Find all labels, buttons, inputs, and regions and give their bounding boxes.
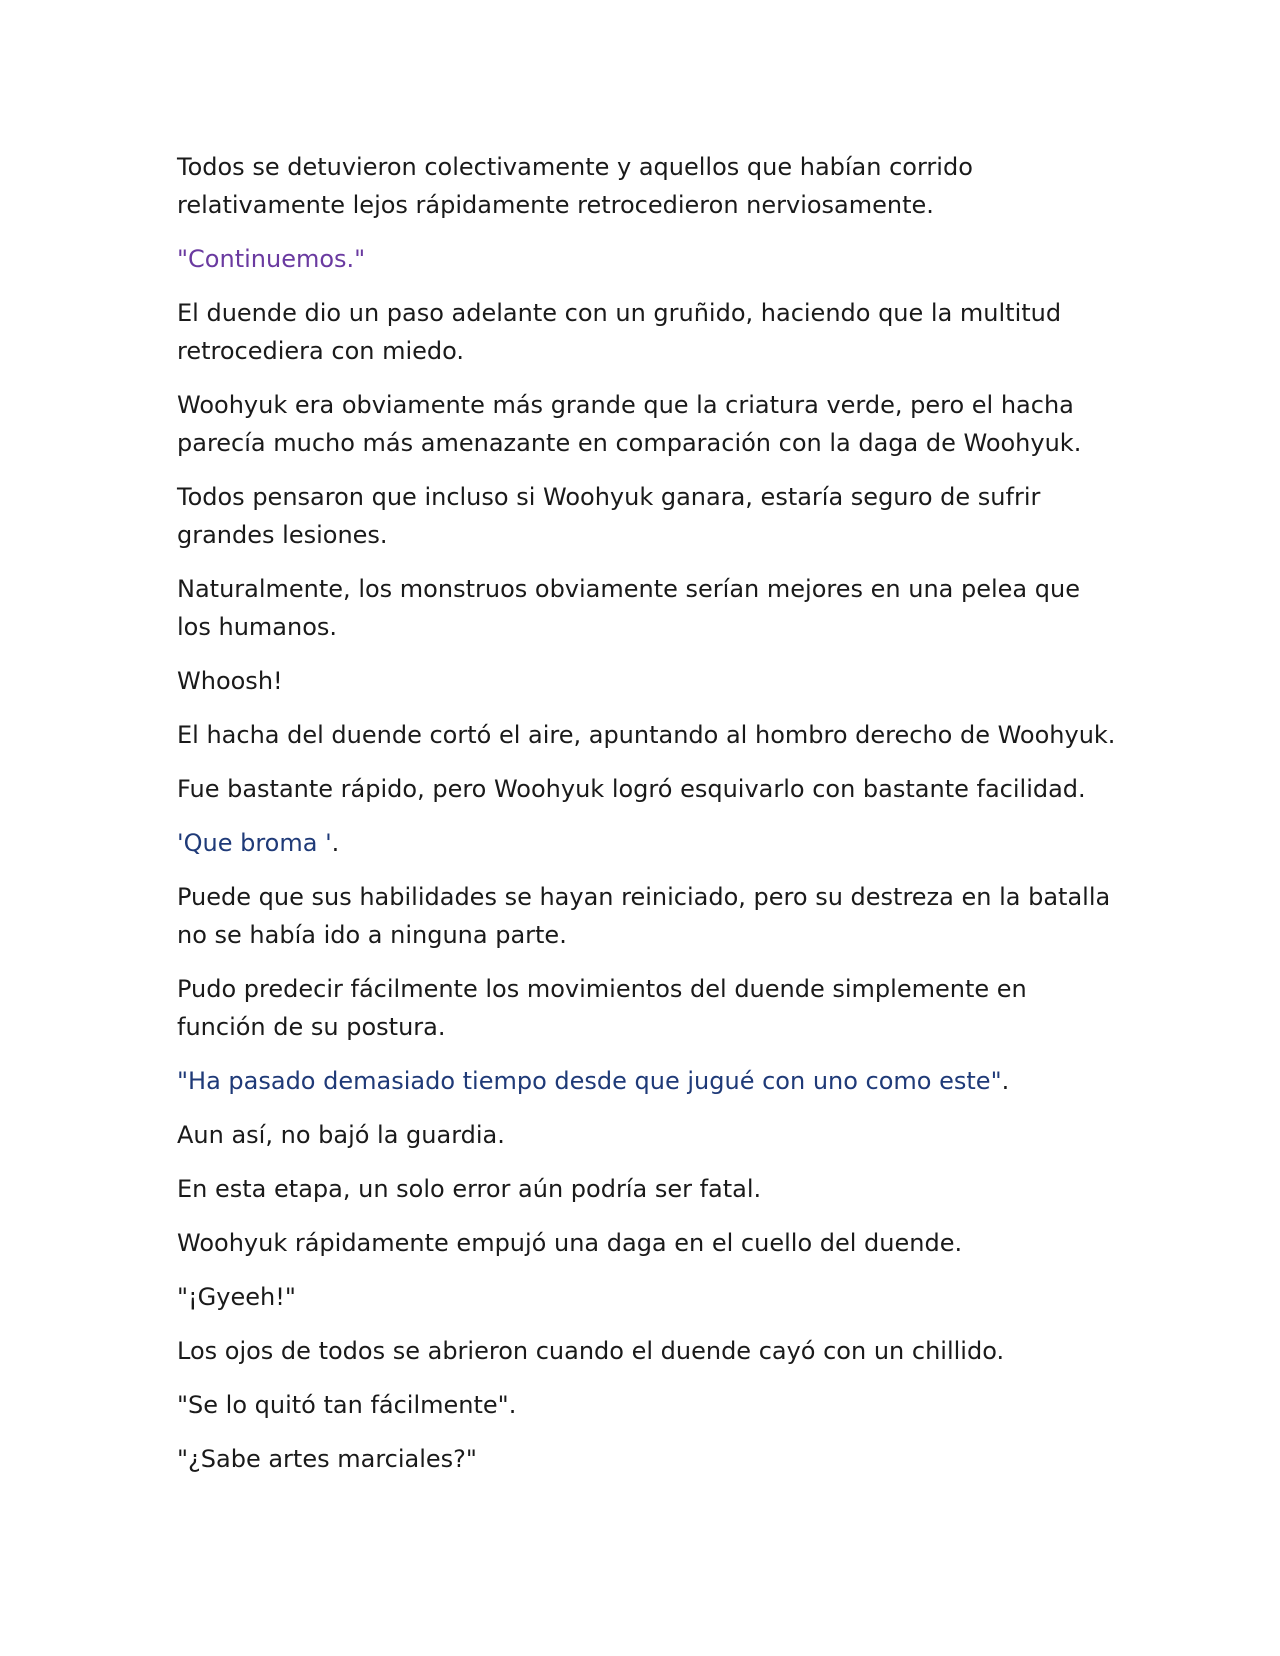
paragraph-15: En esta etapa, un solo error aún podría ser fatal. xyxy=(177,1175,762,1203)
paragraph-8: El hacha del duende cortó el aire, apuntando al hombro derecho de Woohyuk. xyxy=(177,721,1116,749)
document-page xyxy=(177,148,1117,1494)
paragraph-12: Pudo predecir fácilmente los movimientos del duende simplemente en función de su postura. xyxy=(177,975,1027,1041)
thought-trailing: . xyxy=(331,829,340,857)
dialogue-continuemos: "Continuemos." xyxy=(177,245,366,273)
dialogue-gyeeh: "¡Gyeeh!" xyxy=(177,1283,296,1311)
paragraph-14: Aun así, no bajó la guardia. xyxy=(177,1121,505,1149)
paragraph-18: Los ojos de todos se abrieron cuando el duende cayó con un chillido. xyxy=(177,1337,1005,1365)
dialogue-se-lo-quito: "Se lo quitó tan fácilmente". xyxy=(177,1391,517,1419)
paragraph-3: El duende dio un paso adelante con un gruñido, haciendo que la multitud retrocediera con miedo. xyxy=(177,299,1062,365)
paragraph-1: Todos se detuvieron colectivamente y aquellos que habían corrido relativamente lejos rápidamente retrocedieron nerviosamente. xyxy=(177,153,973,219)
dialogue-trailing: . xyxy=(1001,1067,1010,1095)
paragraph-11: Puede que sus habilidades se hayan reiniciado, pero su destreza en la batalla no se había ido a ninguna parte. xyxy=(177,883,1111,949)
paragraph-6: Naturalmente, los monstruos obviamente serían mejores en una pelea que los humanos. xyxy=(177,575,1080,641)
paragraph-5: Todos pensaron que incluso si Woohyuk ganara, estaría seguro de sufrir grandes lesiones. xyxy=(177,483,1041,549)
thought-que-broma xyxy=(177,824,1117,862)
thought-text: 'Que broma ' xyxy=(177,829,332,857)
dialogue-ha-pasado xyxy=(177,1062,1117,1100)
paragraph-16: Woohyuk rápidamente empujó una daga en el cuello del duende. xyxy=(177,1229,963,1257)
paragraph-4: Woohyuk era obviamente más grande que la criatura verde, pero el hacha parecía mucho más amenazante en comparación con la daga de Woohyuk. xyxy=(177,391,1082,457)
dialogue-sabe-artes: "¿Sabe artes marciales?" xyxy=(177,1445,477,1473)
paragraph-9: Fue bastante rápido, pero Woohyuk logró esquivarlo con bastante facilidad. xyxy=(177,775,1086,803)
dialogue-text: "Ha pasado demasiado tiempo desde que jugué con uno como este" xyxy=(177,1067,1002,1095)
paragraph-whoosh: Whoosh! xyxy=(177,667,283,695)
